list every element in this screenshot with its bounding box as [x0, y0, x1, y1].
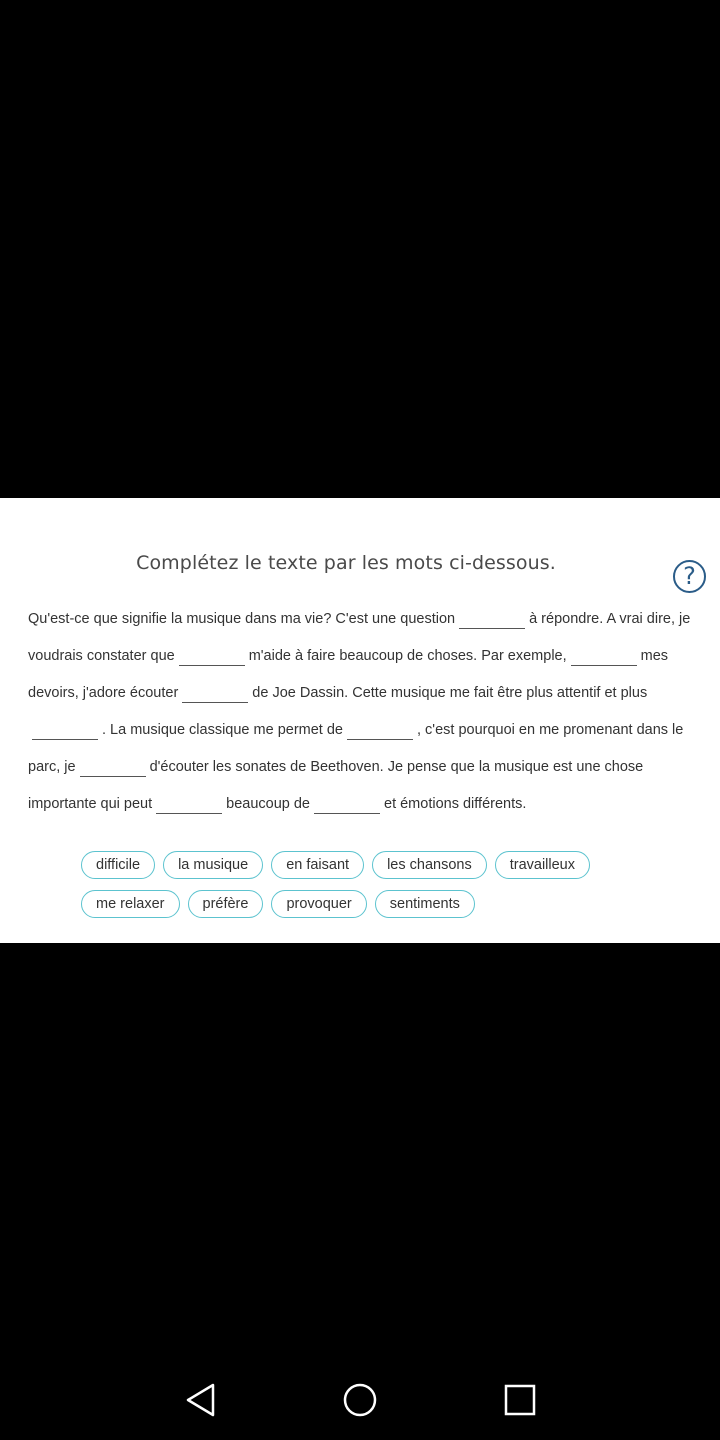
answer-blank-8[interactable] [156, 793, 222, 814]
word-chip-difficile[interactable]: difficile [81, 851, 155, 879]
word-chip-sentiments[interactable]: sentiments [375, 890, 475, 918]
answer-blank-1[interactable] [459, 608, 525, 629]
word-chip-provoquer[interactable]: provoquer [271, 890, 366, 918]
passage-segment: d'écouter les sonates de Beethoven. Je pense que la musique est une chose importante qui peut [28, 759, 644, 812]
system-navigation-bar [0, 1360, 720, 1440]
word-bank [81, 851, 641, 929]
passage-segment: beaucoup de [226, 796, 310, 812]
answer-blank-6[interactable] [347, 719, 413, 740]
home-icon[interactable] [340, 1380, 380, 1425]
answer-blank-2[interactable] [179, 645, 245, 666]
back-icon[interactable] [180, 1380, 220, 1425]
exercise-panel [0, 498, 720, 943]
word-chip-la-musique[interactable]: la musique [163, 851, 263, 879]
word-chip-en-faisant[interactable]: en faisant [271, 851, 364, 879]
word-chip-prefere[interactable]: préfère [188, 890, 264, 918]
answer-blank-7[interactable] [80, 756, 146, 777]
word-bank-row [81, 890, 641, 918]
passage-segment: à répondre. A vrai dire, je voudrais constater que [28, 611, 691, 664]
passage-segment: , c'est pourquoi en me promenant dans le parc, je [28, 722, 684, 775]
exercise-title: Complétez le texte par les mots ci-dessous. [136, 552, 556, 574]
answer-blank-4[interactable] [182, 682, 248, 703]
passage-segment: mes devoirs, j'adore écouter [28, 648, 669, 701]
word-chip-les-chansons[interactable]: les chansons [372, 851, 487, 879]
word-bank-row [81, 851, 641, 879]
passage-segment: m'aide à faire beaucoup de choses. Par exemple, [248, 648, 567, 664]
word-chip-travailleux[interactable]: travailleux [495, 851, 590, 879]
help-icon[interactable]: ? [673, 560, 706, 593]
answer-blank-9[interactable] [314, 793, 380, 814]
passage-segment: et émotions différents. [384, 796, 527, 812]
answer-blank-5[interactable] [32, 719, 98, 740]
passage-segment: de Joe Dassin. Cette musique me fait être plus attentif et plus [252, 685, 648, 701]
passage-segment: Qu'est-ce que signifie la musique dans ma vie? C'est une question [28, 611, 456, 627]
recents-icon[interactable] [500, 1380, 540, 1425]
answer-blank-3[interactable] [571, 645, 637, 666]
word-chip-me-relaxer[interactable]: me relaxer [81, 890, 180, 918]
passage-text [28, 601, 698, 823]
passage-segment: . La musique classique me permet de [102, 722, 343, 738]
